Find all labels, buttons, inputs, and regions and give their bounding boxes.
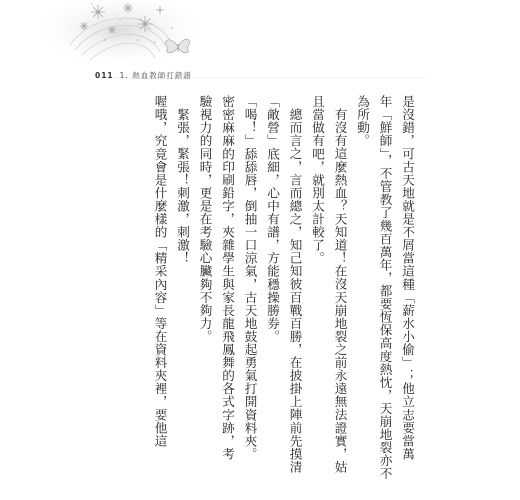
decorative-header-illustration — [0, 0, 520, 90]
text-line: 且當做有吧，就別太計較了。 — [310, 95, 325, 265]
text-line: 密密麻麻的印刷鉛字，夾雜學生與家長龍飛鳳舞的各式字跡，考 — [220, 95, 235, 461]
chapter-title: 1. 熱血教師打錯譜 — [119, 71, 192, 80]
text-line: 總而言之，言而總之，知己知彼百戰百勝，在披掛上陣前先摸清 — [287, 107, 303, 473]
text-line: 喔哦，究竟會是什麼樣的「精采內容」等在資料夾裡，要他這 — [152, 95, 168, 448]
text-line: 是沒錯，可古天地就是不屑當這種「薪水小偷」；他立志要當萬 — [400, 95, 415, 461]
body-text — [148, 95, 418, 481]
text-line: 驗視力的同時，更是在考驗心臟夠不夠力。 — [197, 95, 213, 343]
page-number: 011 — [95, 71, 114, 80]
text-line: 緊張，緊張！刺激，刺激！ — [175, 107, 190, 265]
text-line: 有沒有這麼熱血？天知道！在沒天崩地裂之前永遠無法證實，姑 — [332, 107, 348, 473]
text-line: 年「鮮師」，不管教了幾百萬年，都要恆保高度熱忱，天崩地裂亦不 — [377, 95, 393, 481]
text-line: 「喝！」舔舔唇，倒抽一口涼氣，古天地鼓起勇氣打開資料夾。 — [242, 95, 258, 461]
running-header — [95, 70, 192, 81]
text-line: 為所動。 — [355, 95, 370, 148]
text-line: 「敵營」底細，心中有譜，方能穩操勝券。 — [265, 95, 280, 343]
